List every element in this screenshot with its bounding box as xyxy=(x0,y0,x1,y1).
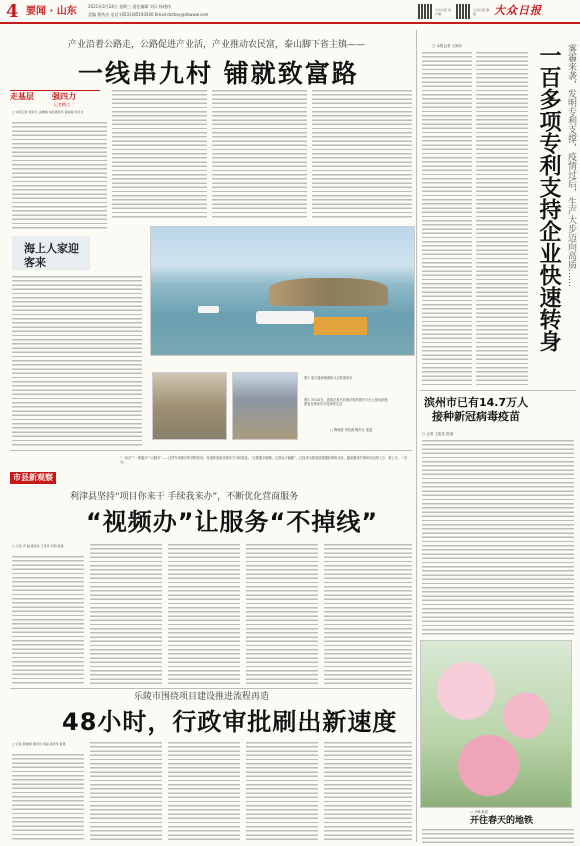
qr-code-icon[interactable] xyxy=(418,4,433,19)
story3-kicker: 乐陵市围绕项目建设推进流程再造 xyxy=(134,692,270,702)
photo-caption: □ 尹萌 报道 xyxy=(470,810,488,814)
photo-story-body xyxy=(422,829,574,843)
stat-headline[interactable]: 接种新冠病毒疫苗 xyxy=(432,410,520,423)
qr-caption: 大众日报 客户端 xyxy=(435,8,451,16)
story3-body xyxy=(324,742,412,842)
county-column-label: 市县新观察 xyxy=(10,472,56,484)
story1-headline[interactable]: 一线串九村 铺就致富路 xyxy=(78,59,359,88)
story1-body xyxy=(112,90,207,220)
story2-body xyxy=(324,544,412,684)
series-badge: 强四力 xyxy=(52,92,76,101)
feature-body xyxy=(12,276,142,446)
right-story-byline: □ 本报记者 王海东 xyxy=(432,44,463,48)
boat-shape xyxy=(198,306,219,312)
feature-title[interactable]: 海上人家迎客来 xyxy=(24,242,79,269)
qr-code-icon[interactable] xyxy=(456,4,471,19)
story1-body xyxy=(312,90,412,220)
commentary-text: “一站式”“一网通办”“云服务”……这些年来我们听到的热词，传递的是政务服务方式的改变。“让数据多跑路，让群众少跑腿”，已经成为推进放管服改革的目标，越来越多的事项可以网上办、掌上办、一次办。 xyxy=(120,456,408,465)
story3-body xyxy=(168,742,240,842)
photo-caption: 图② 3月20日，游客在养马岛海洋牧场观光平台上游玩拍照；游客在渔家乐享受渔家生活 xyxy=(304,398,391,407)
story2-byline: □ 记者 齐 耐 通讯员 王丹丹 李钢 报道 xyxy=(12,544,64,548)
story1-body xyxy=(212,90,307,220)
boat-shape xyxy=(256,311,314,324)
story3-body xyxy=(246,742,318,842)
column-divider xyxy=(416,30,417,842)
photo-story-title[interactable]: 开往春天的地铁 xyxy=(470,816,534,826)
paper-logo: 大众日报 xyxy=(494,4,542,17)
section-title: 要闻 · 山东 xyxy=(26,6,77,17)
crowd-photo[interactable] xyxy=(232,372,298,440)
page-header xyxy=(0,0,580,24)
story3-body xyxy=(12,754,84,842)
photo-caption: 图① 夏日蓬海渔港码头边的渔家乐 xyxy=(304,376,353,380)
island-shape xyxy=(269,278,387,306)
divider xyxy=(10,450,412,451)
divider xyxy=(10,688,412,689)
fishing-village-photo[interactable] xyxy=(152,372,227,440)
story1-byline: □ 本报记者 徐肖凡 孟晓峰 本报通讯员 黄丽娟 刘凡文 xyxy=(12,110,84,114)
story2-body xyxy=(246,544,318,684)
story2-body xyxy=(168,544,240,684)
right-story-headline[interactable]: 一百多项专利支持企业快速转身 xyxy=(536,44,561,352)
series-sub: 记者蹲点 xyxy=(54,102,70,107)
divider xyxy=(420,390,576,391)
story2-kicker: 利津县坚持“项目你来干 手续我来办”，不断优化营商服务 xyxy=(70,492,299,502)
story2-body xyxy=(90,544,162,684)
story1-body xyxy=(12,122,107,230)
photo-credit: □ 陶晓燕 李佳霖 赖杰凡 报道 xyxy=(330,428,373,432)
right-story-subhead: 雾霾来袭，发明专利支撑，疫情过后，生产大步迈向高质…… xyxy=(566,44,576,287)
series-badge: 走基层 xyxy=(10,92,34,101)
page-number: 4 xyxy=(6,1,19,22)
stat-headline[interactable]: 滨州市已有14.7万人 xyxy=(424,396,529,409)
stat-body xyxy=(422,440,574,636)
story2-headline[interactable]: “视频办”让服务“不掉线” xyxy=(86,508,379,536)
blossom-photo[interactable] xyxy=(420,640,572,808)
issue-meta: 2021年3月24日 星期三 责任编辑 刘兵 杨建伟 xyxy=(88,4,171,9)
story3-byline: □ 记者 陈晓婷 通讯员 刘丽 杨浩军 报道 xyxy=(12,742,66,746)
story2-body xyxy=(12,556,84,684)
harbor-photo[interactable] xyxy=(150,226,415,356)
story3-headline[interactable]: 48小时，行政审批刷出新速度 xyxy=(62,708,398,736)
right-story-body xyxy=(476,52,528,388)
story3-body xyxy=(90,742,162,842)
story1-kicker: 产业沿着公路走，公路促进产业活，产业推动农民富，泰山脚下省主镇—— xyxy=(68,40,366,50)
dock-shape xyxy=(314,317,367,335)
contact-meta: 美编 曹传洁 电话:(0531)85193500 Email:dzrbsy@dzwww.com xyxy=(88,12,209,17)
right-story-body xyxy=(422,52,472,388)
qr-caption: 大众日报 微信 xyxy=(473,8,489,16)
stat-byline: □ 记者 王振龙 报道 xyxy=(422,432,454,436)
divider xyxy=(10,90,100,91)
